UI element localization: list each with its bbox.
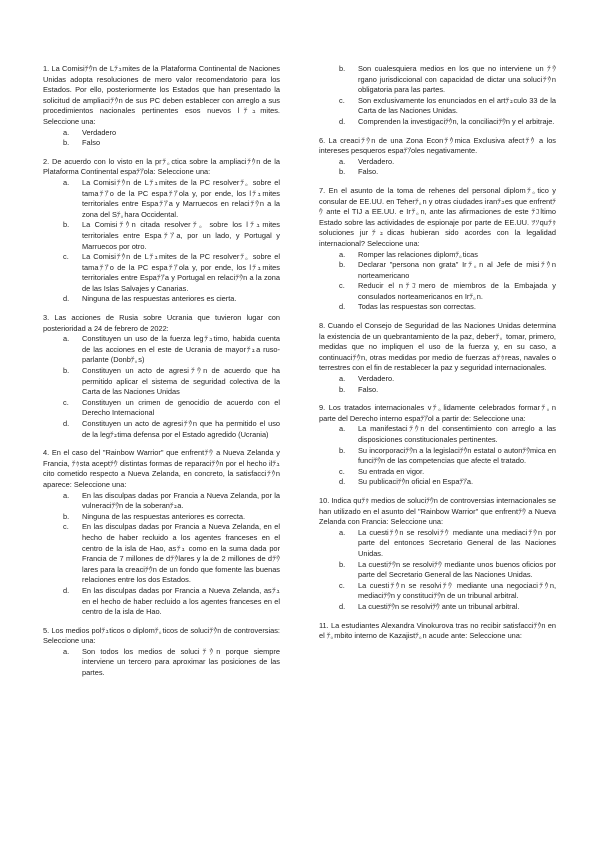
option-item (319, 560, 556, 581)
option-marker: d. (63, 585, 70, 595)
option-text: En las disculpas dadas por Francia a Nueva Zelanda, por la vulneraciﾃｳn de la soberanﾃｭa. (82, 490, 280, 511)
option-text: La Comisiﾃｳn de Lﾃｭmites de la PC resolverﾃ｡ sobre el tamaﾃｱo de la PC espaﾃｱola y, por ende, los lﾃｭmites territoriales entre Espaﾃｱa y Marruecos en relaciﾃｳn a la zona del Sﾃ｡hara Occidental. (82, 177, 280, 219)
option-text: En las disculpas dadas por Francia a Nueva Zelanda, asﾃｭ en el hecho de haber recluido a los agentes franceses en el centro de la isla de Hao. (82, 585, 280, 617)
right-column (319, 64, 556, 650)
option-marker: b. (339, 167, 346, 177)
option-text: Ninguna de las respuestas anteriores es cierta. (82, 294, 237, 304)
option-list (319, 374, 556, 395)
option-text: Comprenden la investigaciﾃｳn, la conciliaciﾃｳn y el arbitraje. (358, 116, 555, 126)
option-text: Todas las respuestas son correctas. (358, 302, 476, 312)
option-list (43, 491, 280, 618)
option-marker: c. (339, 95, 345, 105)
option-item (43, 398, 280, 419)
option-text: Falso (82, 138, 101, 148)
question-1 (43, 64, 280, 149)
question-5 (43, 626, 280, 679)
option-item (319, 446, 556, 467)
option-item (43, 491, 280, 512)
question-10 (319, 496, 556, 613)
question-5-continued (319, 64, 556, 128)
option-marker: a. (339, 249, 346, 259)
option-marker: b. (339, 64, 346, 73)
option-text: Ninguna de las respuestas anteriores es correcta. (82, 511, 246, 521)
option-text: Son cualesquiera medios en los que no interviene un ﾃｳrgano jurisdiccional con capacidad de dictar una soluciﾃｳn obligatoria para las partes. (358, 64, 556, 95)
option-marker: b. (63, 366, 70, 376)
option-marker: a. (339, 156, 346, 166)
option-marker: c. (339, 281, 345, 291)
question-text: 9. Los tratados internacionales vﾃ｡lidamente celebrados formarﾃ｡n parte del Derecho interno espaﾃｱol a partir de: Seleccione una: (319, 403, 556, 423)
option-item (319, 157, 556, 168)
option-text: La cuestiﾃｳn se resolviﾃｳ mediante una negociaciﾃｳn, mediaciﾃｳn y constituciﾃｳn de un tribunal arbitral. (358, 580, 556, 601)
question-text: 10. Indica quﾃｩ medios de soluciﾃｳn de controversias internacionales se han utilizado en el asunto del "Rainbow Warrior" que enfrentﾃｳ a Nueva Zelanda con Francia: Seleccione una: (319, 495, 556, 527)
option-marker: c. (63, 522, 69, 532)
option-marker: d. (339, 601, 346, 611)
option-list (319, 157, 556, 178)
option-marker: c. (339, 466, 345, 476)
option-item (319, 385, 556, 396)
option-text: Su incorporaciﾃｳn a la legislaciﾃｳn estatal o autonﾃｳmica en funciﾃｳn de las competencias que afecte el tratado. (358, 445, 556, 466)
option-item (43, 366, 280, 398)
option-marker: d. (63, 294, 70, 304)
option-marker: a. (63, 334, 70, 344)
option-text: La cuestiﾃｳn se resolviﾃｳ mediante unos buenos oficios por parte del Secretario General de las Naciones Unidas. (358, 559, 556, 580)
option-marker: b. (339, 559, 346, 569)
option-list (43, 334, 280, 440)
option-text: Constituyen un acto de agresiﾃｳn que ha permitido el uso de la legﾃｭtima defensa por el Estado agredido (Ucrania) (82, 419, 280, 439)
option-item (319, 64, 556, 96)
option-text: La cuestiﾃｳn se resolviﾃｳ ante un tribunal arbitral. (358, 601, 520, 611)
option-text: Verdadero. (358, 374, 395, 384)
option-item (319, 260, 556, 281)
option-item (319, 424, 556, 445)
question-text: 8. Cuando el Consejo de Seguridad de las Naciones Unidas determina la existencia de un quebrantamiento de la paz, deberﾃ｡ tomar, primero, medidas que no impliquen el uso de la fuerza y, en su caso, a continuaciﾃｳn, otras medidas por medio de fuerzas aﾃｩreas, navales o terrestres con el fin de restablecer la paz y seguridad internacionales. (319, 321, 556, 373)
option-list (319, 424, 556, 488)
option-marker: c. (339, 580, 345, 590)
option-item (319, 528, 556, 560)
option-text: Romper las relaciones diplomﾃ｡ticas (358, 249, 478, 259)
option-text: Falso. (358, 384, 379, 394)
option-item (319, 96, 556, 117)
option-item (319, 477, 556, 488)
option-list (319, 528, 556, 613)
option-item (43, 294, 280, 305)
option-text: Constituyen un acto de agresiﾃｳn de acuerdo que ha permitido aplicar el sistema de seguridad colectiva de la Carta de las Naciones Unidas (82, 366, 280, 397)
option-item (319, 374, 556, 385)
option-marker: c. (63, 252, 69, 262)
option-list (43, 128, 280, 149)
option-text: Reducir el nﾃｺmero de miembros de la Embajada y consulados norteamericanos en Irﾃ｡n. (358, 281, 556, 301)
question-text: 5. Los medios polﾃｭticos o diplomﾃ｡ticos de soluciﾃｳn de controversias: Seleccione una: (43, 625, 280, 646)
option-marker: a. (63, 646, 70, 656)
option-text: La Comisiﾃｳn de Lﾃｭmites de la PC resolverﾃ｡ sobre el tamaﾃｱo de la PC espaﾃｱola y, por ende, los lﾃｭmites territoriales entre Espaﾃｱa y Portugal en relaciﾃｳn a la zona de las Islas Salvajes y Canarias. (82, 252, 280, 293)
option-list (319, 64, 556, 128)
option-list (43, 647, 280, 679)
option-marker: b. (63, 511, 70, 521)
option-marker: a. (339, 527, 346, 537)
option-marker: b. (63, 138, 70, 148)
option-item (43, 138, 280, 149)
option-item (319, 467, 556, 478)
option-marker: d. (339, 302, 346, 312)
question-text: 6. La creaciﾃｳn de una Zona Econﾃｳmica Exclusiva afectﾃｳ a los intereses pesqueros espaﾃｱoles negativamente. (319, 135, 556, 156)
option-text: La Comisiﾃｳn citada resolverﾃ｡ sobre los lﾃｭmites territoriales entre Espaﾃｱa, por un lado, y Portugal y Marruecos por otro. (82, 220, 280, 251)
option-item (43, 334, 280, 366)
question-9 (319, 403, 556, 488)
option-text: Constituyen un uso de la fuerza legﾃｭtimo, habida cuenta de las acciones en el este de Ucrania de mayorﾃｭa ruso-parlante (Donbﾃ｡s) (82, 334, 280, 365)
option-marker: a. (63, 490, 70, 500)
option-text: En las disculpas dadas por Francia a Nueva Zelanda, en el hecho de haber recluido a los agentes franceses en el centro de la isla de Hao, asﾃｭ como en la suma dada por Francia de 7 millones de dﾃｳlares y la de 2 millones de dﾃｳlares para la creaciﾃｳn de un fondo que fomente las buenas relaciones entre los dos Estados. (82, 522, 280, 585)
question-6 (319, 136, 556, 178)
option-text: La cuestiﾃｳn se resolviﾃｳ mediante una mediaciﾃｳn por parte del entonces Secretario General de las Naciones Unidas. (358, 527, 556, 558)
question-text: 4. En el caso del "Rainbow Warrior" que enfrentﾃｳ a Nueva Zelanda y Francia, ﾃｩsta aceptﾃｳ distintas formas de reparaciﾃｳn por el hecho ilﾃｭcito cometido respecto a Nueva Zelanda, en concreto, la satisfacciﾃｳn aparece: Seleccione una: (43, 448, 280, 489)
option-text: Falso. (358, 167, 379, 177)
option-marker: b. (339, 260, 346, 270)
option-list (319, 250, 556, 314)
option-item (43, 522, 280, 586)
option-marker: a. (339, 424, 346, 434)
option-item (319, 302, 556, 313)
option-item (319, 250, 556, 261)
option-item (319, 167, 556, 178)
left-column (43, 64, 280, 687)
option-text: Son todos los medios de soluciﾃｳn porque siempre interviene un tercero para aproximar las posiciones de las partes. (82, 646, 280, 678)
question-text: 1. La Comisiﾃｳn de Lﾃｭmites de la Plataforma Continental de Naciones Unidas adopta resoluciones de mero valor recomendatorio para los Estados. Por ello, posteriormente los Estados que han presentado la solicitud de ampliaciﾃｳn de sus PC deben establecer con arreglo a sus procedimientos nacionales pertinentes esos nuevos lﾃｭmites. Seleccione una: (43, 64, 280, 126)
question-7 (319, 186, 556, 313)
question-text: 11. La estudiantes Alexandra Vinokurova tras no recibir satisfacciﾃｳn en el ﾃ｡mbito interno de Kazajistﾃ｡n acude ante: Seleccione una: (319, 620, 556, 641)
question-2 (43, 157, 280, 305)
question-4 (43, 448, 280, 618)
question-text: 3. Las acciones de Rusia sobre Ucrania que tuvieron lugar con posterioridad a 24 de febrero de 2022: (43, 313, 280, 333)
option-marker: d. (339, 116, 346, 126)
option-list (43, 178, 280, 305)
option-marker: d. (63, 419, 70, 428)
option-text: Declarar "persona non grata" Irﾃ｡n al Jefe de misiﾃｳn norteamericano (358, 260, 556, 280)
option-item (319, 281, 556, 302)
option-item (43, 128, 280, 139)
option-item (319, 117, 556, 128)
option-text: La manifestaciﾃｳn del consentimiento con arreglo a las disposiciones constitucionales pertinentes. (358, 424, 556, 444)
option-marker: a. (339, 374, 346, 384)
option-item (43, 512, 280, 523)
option-item (43, 220, 280, 252)
option-text: Son exclusivamente los enunciados en el artﾃｭculo 33 de la Carta de las Naciones Unidas. (358, 95, 556, 116)
option-text: Verdadero. (358, 156, 395, 166)
option-text: Verdadero (82, 127, 117, 137)
option-marker: b. (339, 445, 346, 455)
option-marker: b. (63, 220, 70, 230)
option-item (319, 602, 556, 613)
option-item (43, 586, 280, 618)
option-item (43, 252, 280, 294)
question-11 (319, 621, 556, 642)
option-marker: b. (339, 384, 346, 394)
option-text: Su publicaciﾃｳn oficial en Espaﾃｱa. (358, 477, 474, 487)
option-marker: a. (63, 127, 70, 137)
option-marker: c. (63, 397, 69, 407)
option-marker: d. (339, 477, 346, 487)
option-item (43, 647, 280, 679)
option-marker: a. (63, 177, 70, 187)
question-3 (43, 313, 280, 440)
option-item (43, 419, 280, 440)
option-item (319, 581, 556, 602)
option-text: Constituyen un crimen de genocidio de acuerdo con el Derecho Internacional (82, 397, 280, 418)
option-item (43, 178, 280, 220)
question-text: 2. De acuerdo con lo visto en la prﾃ｡ctica sobre la ampliaciﾃｳn de la Plataforma Continental espaﾃｱola: Seleccione una: (43, 156, 280, 177)
question-8 (319, 321, 556, 395)
question-text: 7. En el asunto de la toma de rehenes del personal diplomﾃ｡tico y consular de EE.UU. en Teherﾃ｡n y otras ciudades iranﾃｭes que enfrentﾃｳ ante el TIJ a EE.UU. e Irﾃ｡n, ante las afirmaciones de este ﾃｺltimo Estado sobre las actividades de espionaje por parte de EE.UU. ﾂｿquﾃｩ soluciones jurﾃｭdicas hubieran sido acordes con la legalidad internacional? Seleccione una: (319, 185, 556, 248)
option-text: Su entrada en vigor. (358, 466, 425, 476)
